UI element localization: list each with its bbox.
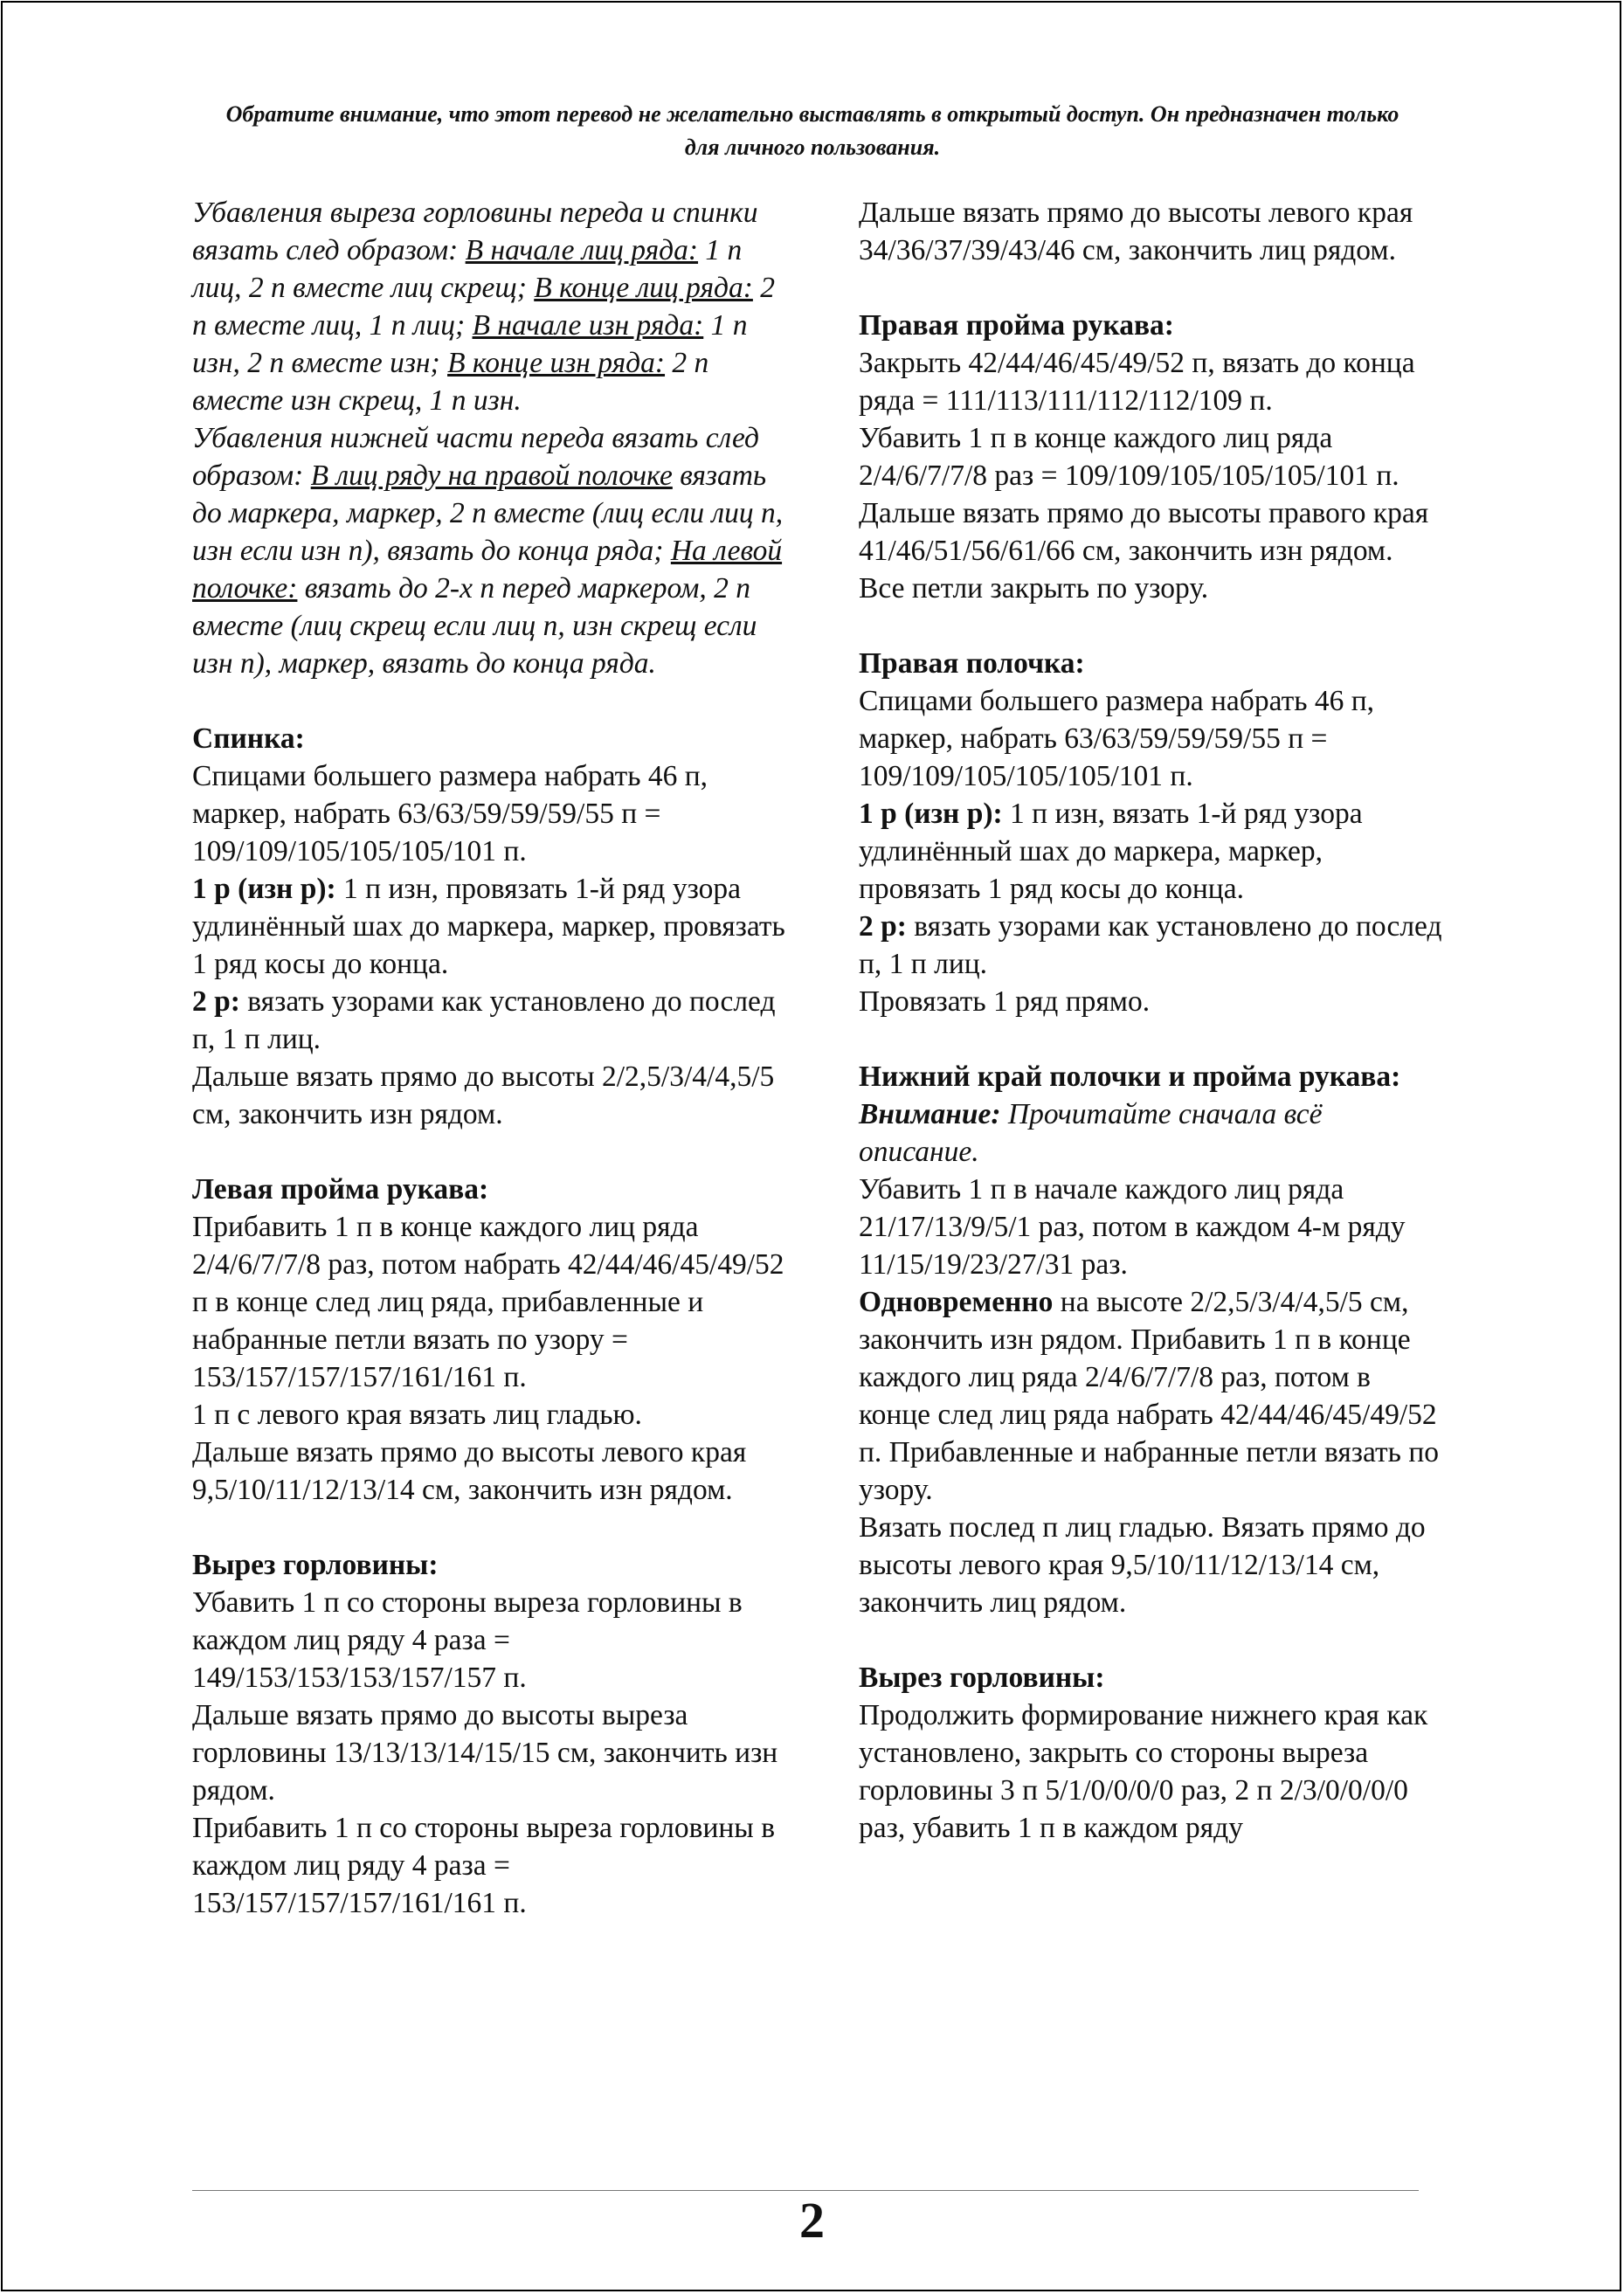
paragraph: Спицами большего размера набрать 46 п, маркер, набрать 63/63/59/59/59/55 п = 109/109/105/105/105/101 п. <box>859 685 1375 792</box>
paragraph: 1 п с левого края вязать лиц гладью. <box>192 1399 642 1431</box>
row-instruction: 1 р (изн р): 1 п изн, вязать 1-й ряд узора удлинённый шах до маркера, маркер, провязать 1 ряд косы до конца. <box>859 798 1363 905</box>
paragraph: Прибавить 1 п со стороны выреза горловины в каждом лиц ряду 4 раза = 153/157/157/157/161/161 п. <box>192 1812 776 1919</box>
paragraph: Дальше вязать прямо до высоты 2/2,5/3/4/4,5/5 см, закончить изн рядом. <box>192 1061 775 1130</box>
paragraph: Провязать 1 ряд прямо. <box>859 985 1151 1018</box>
notice-header: Обратите внимание, что этот перевод не желательно выставлять в открытый доступ. Он предназначен только для личного пользования. <box>225 101 1399 160</box>
left-column <box>192 194 786 1922</box>
paragraph: Продолжить формирование нижнего края как установлено, закрыть со стороны выреза горловины 3 п 5/1/0/0/0/0 раз, 2 п 2/3/0/0/0/0 раз, убавить 1 п в каждом ряду <box>859 1699 1428 1844</box>
right-column <box>859 194 1444 1847</box>
page-number: 2 <box>799 2192 825 2249</box>
row-instruction: 2 р: вязать узорами как установлено до послед п, 1 п лиц. <box>859 910 1442 980</box>
paragraph: Убавить 1 п со стороны выреза горловины в каждом лиц ряду 4 раза = 149/153/153/153/157/157 п. <box>192 1586 743 1694</box>
intro-decreases-lower-front: Убавления нижней части переда вязать след образом: В лиц ряду на правой полочке вязать до маркера, маркер, 2 п вместе (лиц если лиц п, изн если изн п), вязать до конца ряда; На левой полочке: вязать до 2-х п перед маркером, 2 п вместе (лиц скрещ если лиц п, изн скрещ если изн п), маркер, вязать до конца ряда. <box>192 422 784 680</box>
section-title-back: Спинка: <box>192 722 305 755</box>
paragraph: Прибавить 1 п в конце каждого лиц ряда 2/4/6/7/7/8 раз, потом набрать 42/44/46/45/49/52 п в конце след лиц ряда, прибавленные и набранные петли вязать по узору = 153/157/157/157/161/161 п. <box>192 1211 784 1393</box>
paragraph: Дальше вязать прямо до высоты выреза горловины 13/13/13/14/15/15 см, закончить изн рядом. <box>192 1699 778 1807</box>
paragraph: Все петли закрыть по узору. <box>859 572 1209 605</box>
paragraph: Закрыть 42/44/46/45/49/52 п, вязать до конца ряда = 111/113/111/112/112/109 п. <box>859 347 1415 417</box>
attention-note: Внимание: Прочитайте сначала всё описание. <box>859 1098 1323 1168</box>
section-title-right-front: Правая полочка: <box>859 647 1085 680</box>
section-title-neckline: Вырез горловины: <box>192 1549 439 1581</box>
paragraph: Дальше вязать прямо до высоты левого края 34/36/37/39/43/46 см, закончить лиц рядом. <box>859 197 1413 266</box>
paragraph: Убавить 1 п в конце каждого лиц ряда 2/4/6/7/7/8 раз = 109/109/105/105/105/101 п. <box>859 422 1399 492</box>
section-title-neckline-right: Вырез горловины: <box>859 1662 1105 1694</box>
section-title-lower-edge: Нижний край полочки и пройма рукава: <box>859 1061 1401 1093</box>
section-title-left-armhole: Левая пройма рукава: <box>192 1173 489 1206</box>
paragraph: Одновременно на высоте 2/2,5/3/4/4,5/5 см, закончить изн рядом. Прибавить 1 п в конце каждого лиц ряда 2/4/6/7/7/8 раз, потом в конце след лиц ряда набрать 42/44/46/45/49/52 п. Прибавленные и набранные петли вязать по узору. <box>859 1286 1440 1506</box>
row-instruction: 1 р (изн р): 1 п изн, провязать 1-й ряд узора удлинённый шах до маркера, маркер, провязать 1 ряд косы до конца. <box>192 873 785 980</box>
intro-decreases-neck: Убавления выреза горловины переда и спинки вязать след образом: В начале лиц ряда: 1 п лиц, 2 п вместе лиц скрещ; В конце лиц ряда: 2 п вместе лиц, 1 п лиц; В начале изн ряда: 1 п изн, 2 п вместе изн; В конце изн ряда: 2 п вместе изн скрещ, 1 п изн. <box>192 197 776 417</box>
section-title-right-armhole: Правая пройма рукава: <box>859 309 1174 342</box>
row-instruction: 2 р: вязать узорами как установлено до послед п, 1 п лиц. <box>192 985 776 1055</box>
paragraph: Вязать послед п лиц гладью. Вязать прямо до высоты левого края 9,5/10/11/12/13/14 см, закончить лиц рядом. <box>859 1511 1426 1619</box>
paragraph: Убавить 1 п в начале каждого лиц ряда 21/17/13/9/5/1 раз, потом в каждом 4-м ряду 11/15/19/23/27/31 раз. <box>859 1173 1406 1281</box>
paragraph: Дальше вязать прямо до высоты левого края 9,5/10/11/12/13/14 см, закончить изн рядом. <box>192 1436 747 1506</box>
paragraph: Спицами большего размера набрать 46 п, маркер, набрать 63/63/59/59/59/55 п = 109/109/105/105/105/101 п. <box>192 760 708 867</box>
paragraph: Дальше вязать прямо до высоты правого края 41/46/51/56/61/66 см, закончить изн рядом. <box>859 497 1429 567</box>
